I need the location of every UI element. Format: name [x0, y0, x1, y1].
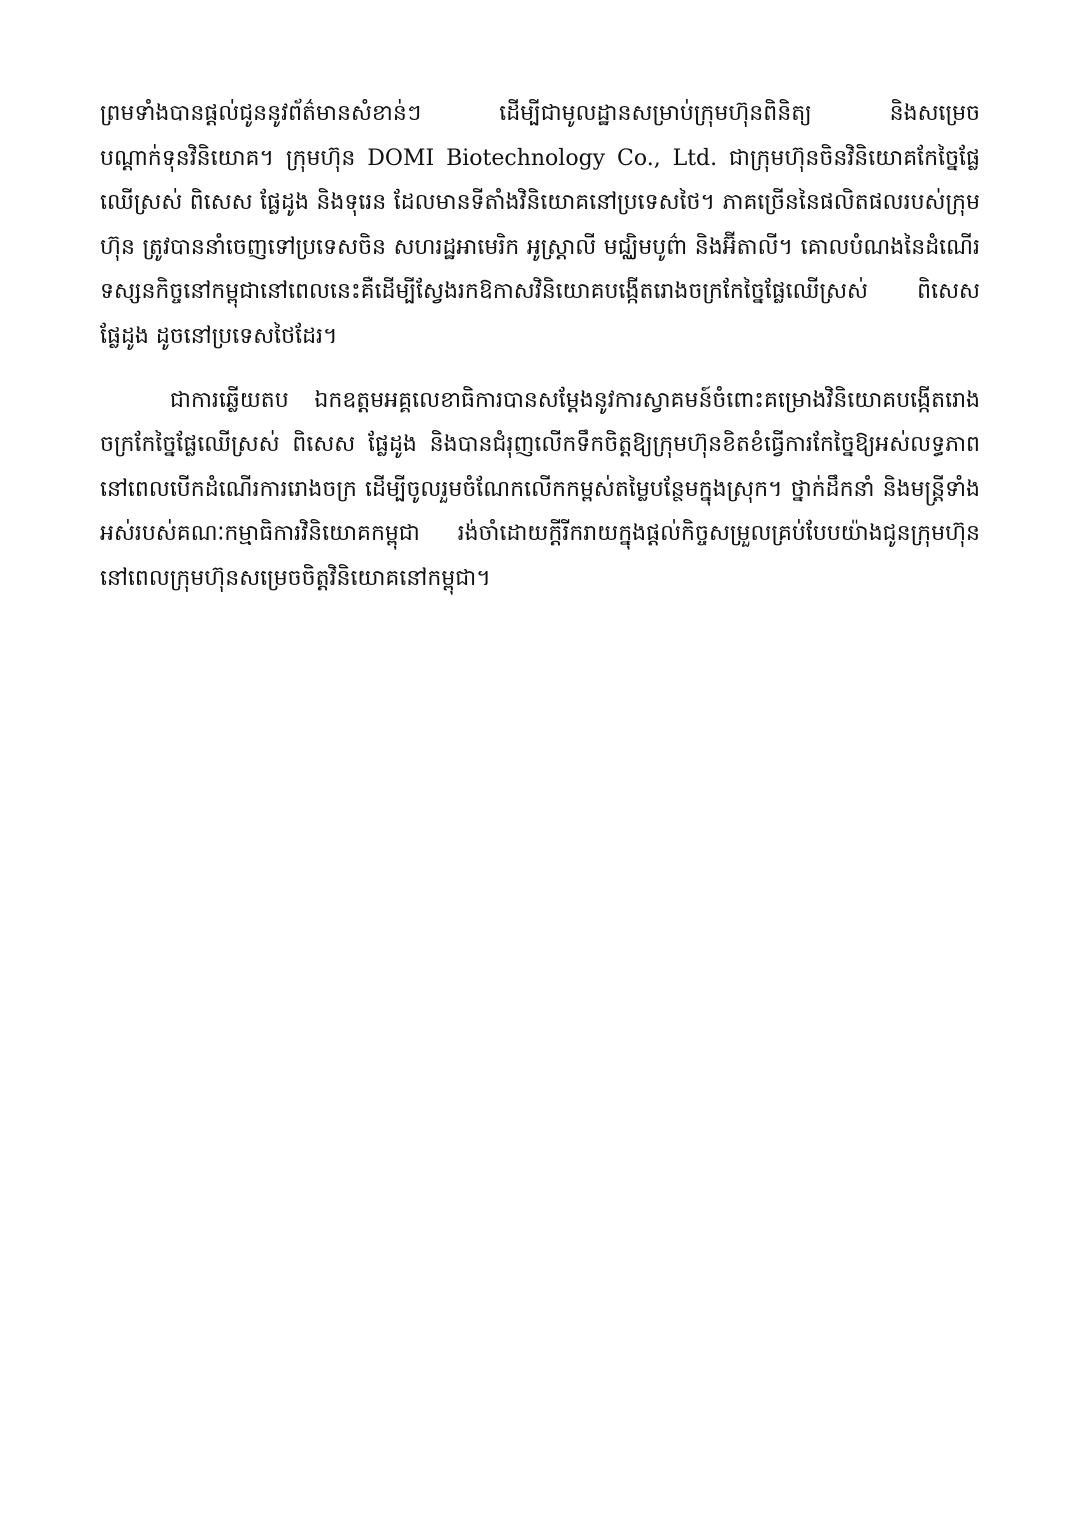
document-body [100, 92, 980, 602]
paragraph-response: ជាការឆ្លើយតប ឯកឧត្តមអគ្គលេខាធិការបានសម្តែងនូវការស្វាគមន៍ចំពោះគម្រោងវិនិយោគបង្កើតរោងចក្រកែច្នៃផ្លែឈើស្រស់ ពិសេស ផ្លែដូង និងបានជំរុញលើកទឹកចិត្តឱ្យក្រុមហ៊ុនខិតខំធ្វើការកែច្នៃឱ្យអស់លទ្ធភាព នៅពេលបើកដំណើរការរោងចក្រ ដើម្បីចូលរួមចំណែកលើកកម្ពស់តម្លៃបន្ថែមក្នុងស្រុក។ ថ្នាក់ដឹកនាំ និងមន្ត្រីទាំងអស់របស់គណៈកម្មាធិការវិនិយោគកម្ពុជា រង់ចាំដោយក្តីរីករាយក្នុងផ្តល់កិច្ចសម្រួលគ្រប់បែបយ៉ាងជូនក្រុមហ៊ុននៅពេលក្រុមហ៊ុនសម្រេចចិត្តវិនិយោគនៅកម្ពុជា។ [100, 387, 980, 591]
paragraph-continuation: ព្រមទាំងបានផ្តល់ជូននូវព័ត៌មានសំខាន់ៗ ដើម្បីជាមូលដ្ឋានសម្រាប់ក្រុមហ៊ុនពិនិត្យ និងសម្រេចបណ្តាក់ទុនវិនិយោគ។ ក្រុមហ៊ុន DOMI Biotechnology Co., Ltd. ជាក្រុមហ៊ុនចិនវិនិយោគកែច្នៃផ្លែឈើស្រស់ ពិសេស ផ្លែដូង និងទុរេន ដែលមានទីតាំងវិនិយោគនៅប្រទេសថៃ។ ភាគច្រើននៃផលិតផលរបស់ក្រុមហ៊ុន ត្រូវបាននាំចេញទៅប្រទេសចិន សហរដ្ឋអាមេរិក អូស្ត្រាលី មជ្ឈិមបូព៌ា និងអ៊ីតាលី។ គោលបំណងនៃដំណើរទស្សនកិច្ចនៅកម្ពុជានៅពេលនេះគឺដើម្បីស្វែងរកឱកាសវិនិយោគបង្កើតរោងចក្រកែច្នៃផ្លែឈើស្រស់ ពិសេស ផ្លែដូង ដូចនៅប្រទេសថៃដែរ។ [100, 101, 980, 349]
